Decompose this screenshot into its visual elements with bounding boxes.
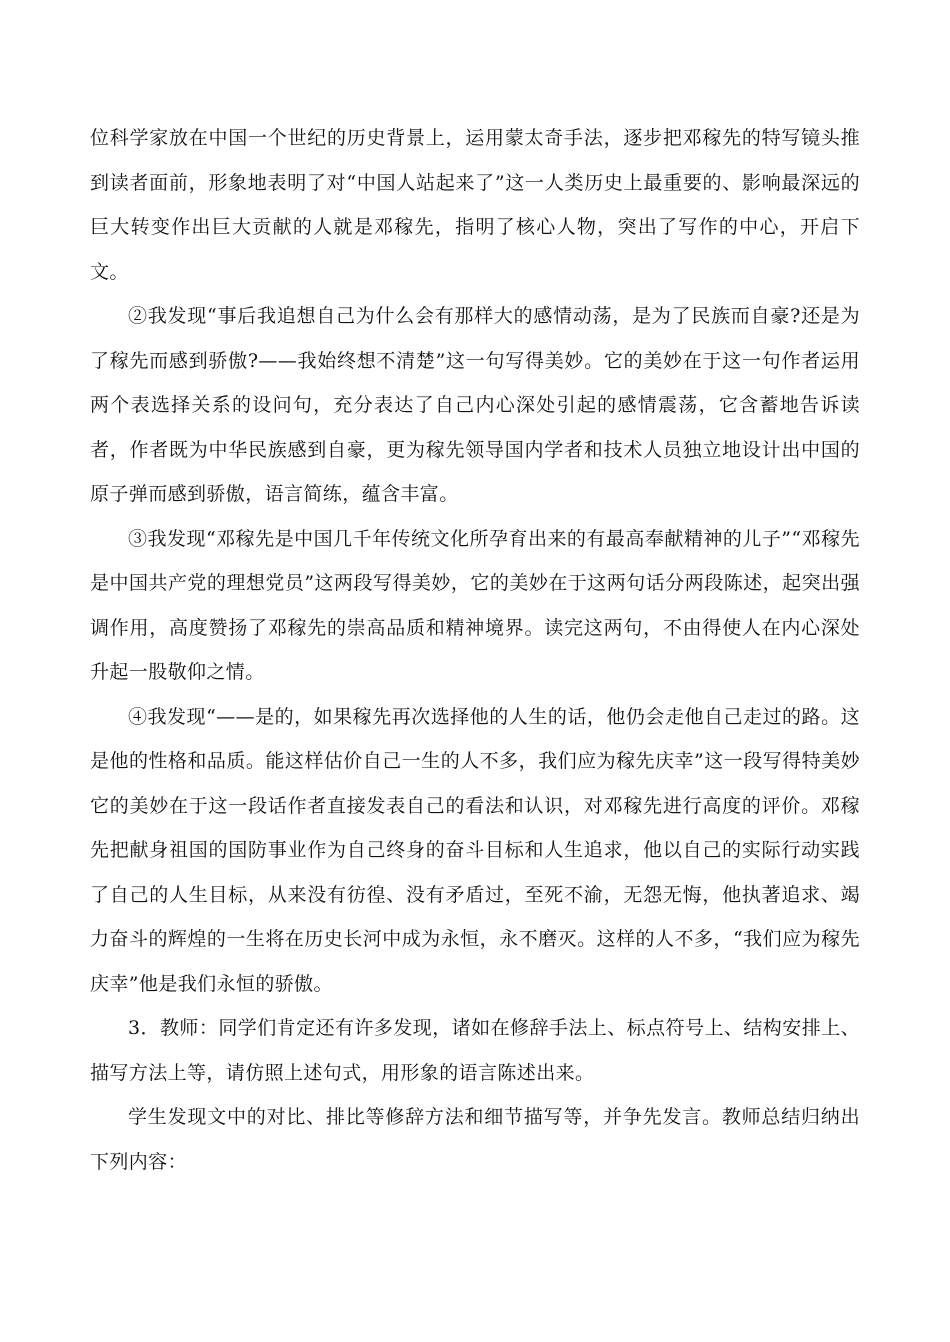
paragraph-finding-3: ③我发现“邓稼先是中国几千年传统文化所孕育出来的有最高奉献精神的儿子”“邓稼先是中国共产党的理想党员”这两段写得美妙，它的美妙在于这两句话分两段陈述，起突出强调作用，高度赞扬了邓稼先的崇高品质和精神境界。读完这两句，不由得使人在内心深处升起一股敬仰之情。 (90, 527, 860, 683)
document-body (90, 116, 860, 1184)
paragraph-teacher-step-3: 3．教师：同学们肯定还有许多发现，诸如在修辞手法上、标点符号上、结构安排上、描写方法上等，请仿照上述句式，用形象的语言陈述出来。 (90, 1017, 860, 1084)
paragraph-student-discovery: 学生发现文中的对比、排比等修辞方法和细节描写等，并争先发言。教师总结归纳出下列内容： (90, 1106, 860, 1173)
paragraph-finding-2: ②我发现“事后我追想自己为什么会有那样大的感情动荡，是为了民族而自豪?还是为了稼先而感到骄傲?——我始终想不清楚”这一句写得美妙。它的美妙在于这一句作者运用两个表选择关系的设问句，充分表达了自己内心深处引起的感情震荡，它含蓄地告诉读者，作者既为中华民族感到自豪，更为稼先领导国内学者和技术人员独立地设计出中国的原子弹而感到骄傲，语言简练，蕴含丰富。 (90, 305, 860, 505)
paragraph-continuation: 位科学家放在中国一个世纪的历史背景上，运用蒙太奇手法，逐步把邓稼先的特写镜头推到读者面前，形象地表明了对“中国人站起来了”这一人类历史上最重要的、影响最深远的巨大转变作出巨大贡献的人就是邓稼先，指明了核心人物，突出了写作的中心，开启下文。 (90, 127, 860, 283)
paragraph-finding-4: ④我发现“——是的，如果稼先再次选择他的人生的话，他仍会走他自己走过的路。这是他的性格和品质。能这样估价自己一生的人不多，我们应为稼先庆幸”这一段写得特美妙它的美妙在于这一段话作者直接发表自己的看法和认识，对邓稼先进行高度的评价。邓稼先把献身祖国的国防事业作为自己终身的奋斗目标和人生追求，他以自己的实际行动实践了自己的人生目标，从来没有彷徨、没有矛盾过，至死不渝，无怨无悔，他执著追求、竭力奋斗的辉煌的一生将在历史长河中成为永恒，永不磨灭。这样的人不多，“我们应为稼先庆幸”他是我们永恒的骄傲。 (90, 705, 860, 995)
